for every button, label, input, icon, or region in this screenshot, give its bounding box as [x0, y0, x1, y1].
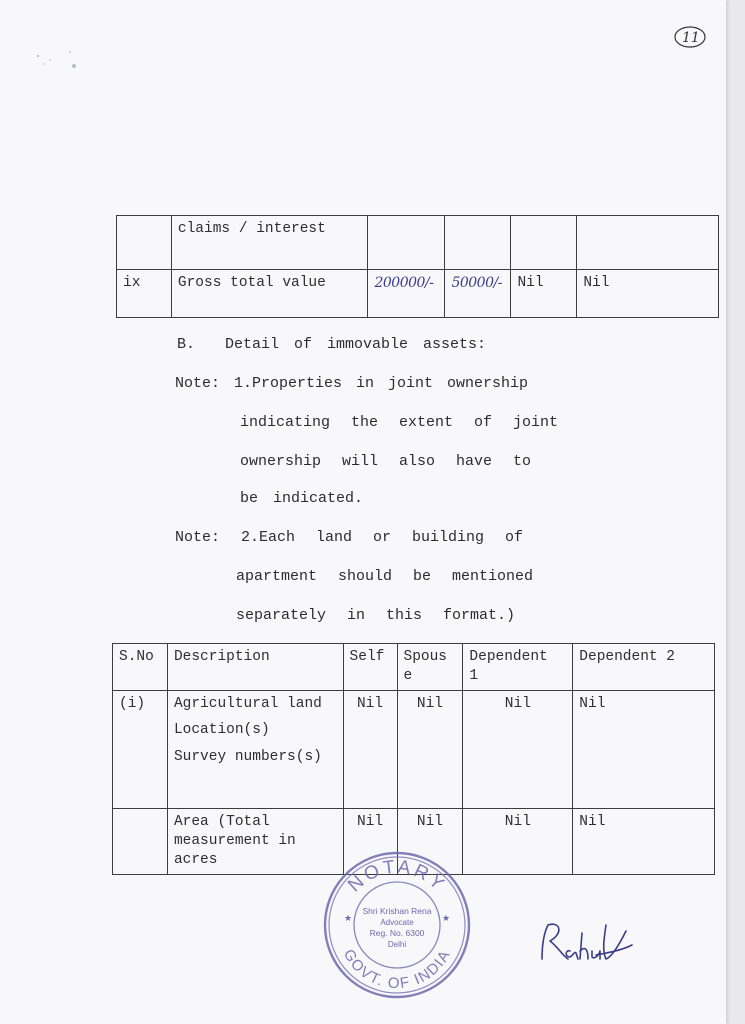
immovable-assets-table — [112, 643, 715, 875]
star-icon: ★ — [442, 913, 451, 923]
page-number — [675, 28, 705, 50]
note1-line: indicating the extent of joint — [240, 414, 559, 431]
dependent1-cell: Nil — [463, 691, 573, 809]
header-self: Self — [343, 644, 397, 691]
notary-stamp — [322, 848, 472, 1000]
dependent2-cell — [577, 216, 719, 270]
stamp-name: Shri Krishan Rena — [362, 906, 432, 916]
dependent1-cell: Nil — [463, 809, 573, 875]
note2-line: Note: 2.Each land or building of — [175, 529, 524, 546]
header-sno: S.No — [113, 644, 168, 691]
description-line: Survey numbers(s) — [173, 749, 322, 765]
description-line: Location(s) — [173, 722, 270, 738]
sno-cell: ix — [117, 270, 172, 318]
note2-line: apartment should be mentioned — [236, 568, 534, 585]
note1-line: Note: 1.Properties in joint ownership — [175, 375, 529, 392]
spouse-cell: Nil — [397, 809, 463, 875]
description-cell: Gross total value — [171, 270, 368, 318]
note1-line: be indicated. — [240, 490, 364, 507]
stamp-city: Delhi — [387, 940, 407, 949]
self-value-handwritten: 200000/- — [368, 270, 445, 318]
table-row — [113, 691, 715, 809]
spouse-cell: Nil — [397, 691, 463, 809]
description-cell: Area (Total measurement in acres — [167, 809, 343, 875]
stamp-title: Advocate — [380, 918, 414, 927]
handwritten-signature — [536, 915, 636, 970]
header-dependent2: Dependent 2 — [573, 644, 715, 691]
spouse-cell — [445, 216, 511, 270]
sno-cell — [113, 809, 168, 875]
star-icon: ★ — [344, 913, 353, 923]
sno-cell: (i) — [113, 691, 168, 809]
self-cell: Nil — [343, 691, 397, 809]
dependent1-cell — [511, 216, 577, 270]
note2-line: separately in this format.) — [236, 607, 516, 624]
dependent2-cell: Nil — [577, 270, 719, 318]
section-heading: B. Detail of immovable assets: — [177, 336, 487, 353]
stamp-top-text: NOTARY — [344, 856, 450, 897]
dependent1-cell: Nil — [511, 270, 577, 318]
description-line: Agricultural land — [173, 696, 322, 712]
movable-assets-table — [116, 215, 719, 318]
paper-speck-marks — [36, 42, 86, 82]
header-dependent1: Dependent 1 — [463, 644, 573, 691]
stamp-bottom-text: GOVT. OF INDIA — [339, 946, 455, 993]
description-cell: claims / interest — [171, 216, 368, 270]
note1-line: ownership will also have to — [240, 453, 532, 470]
table-row — [117, 270, 719, 318]
table-header-row — [113, 644, 715, 691]
description-cell — [167, 691, 343, 809]
table-row — [117, 216, 719, 270]
page-number-text: 11 — [682, 30, 700, 46]
sno-cell — [117, 216, 172, 270]
spouse-value-handwritten: 50000/- — [445, 270, 511, 318]
dependent2-cell: Nil — [573, 691, 715, 809]
header-description: Description — [167, 644, 343, 691]
self-cell: Nil — [343, 809, 397, 875]
self-cell — [368, 216, 445, 270]
dependent2-cell: Nil — [573, 809, 715, 875]
stamp-reg: Reg. No. 6300 — [369, 928, 425, 938]
header-spouse: Spous e — [397, 644, 463, 691]
